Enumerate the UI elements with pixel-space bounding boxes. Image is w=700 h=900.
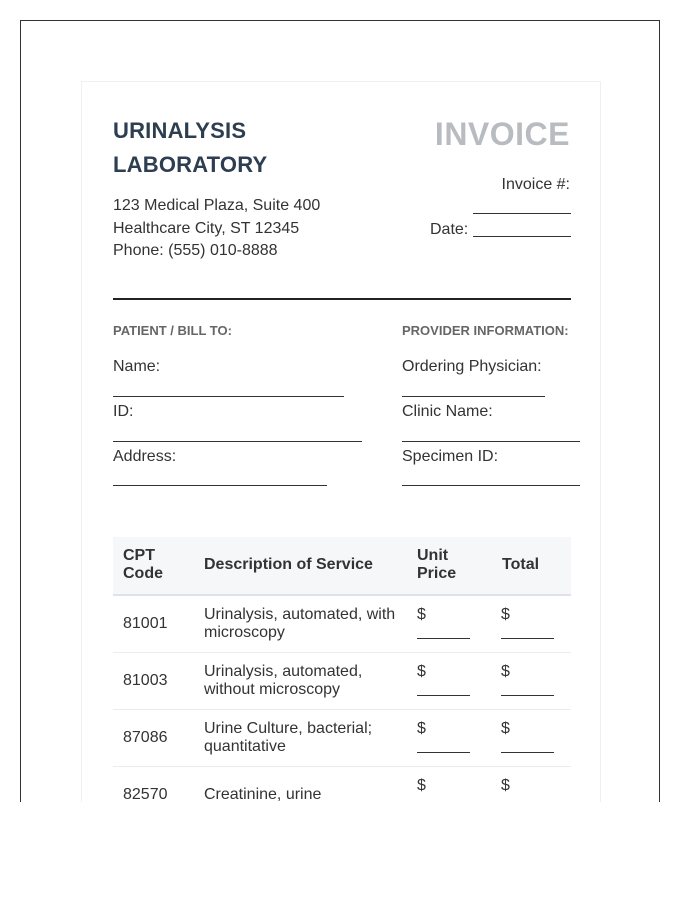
total-currency: $ — [501, 606, 510, 623]
provider-heading: PROVIDER INFORMATION: — [402, 323, 569, 338]
unit-price-currency: $ — [417, 606, 426, 623]
service-description-line1: Urinalysis, automated, — [204, 663, 363, 680]
total-currency: $ — [501, 720, 510, 737]
cpt-code: 81001 — [123, 615, 168, 632]
patient-address-blank[interactable] — [113, 485, 327, 486]
total-currency: $ — [501, 777, 510, 794]
address-line1: 123 Medical Plaza, Suite 400 — [113, 197, 321, 214]
service-description — [204, 786, 409, 802]
invoice-date-blank[interactable] — [473, 236, 571, 237]
header-unit-price — [417, 547, 456, 583]
clinic-name-label: Clinic Name: — [402, 403, 493, 420]
total-blank[interactable] — [501, 752, 554, 753]
header-cpt-code-line2: Code — [123, 565, 163, 582]
unit-price-blank[interactable] — [417, 638, 470, 639]
document-viewport — [20, 20, 660, 802]
unit-price-currency: $ — [417, 663, 426, 680]
total-blank[interactable] — [501, 695, 554, 696]
invoice-number-blank[interactable] — [473, 213, 571, 214]
header-divider — [113, 298, 571, 300]
unit-price-currency: $ — [417, 777, 426, 794]
cpt-code: 82570 — [123, 786, 168, 802]
ordering-physician-blank[interactable] — [402, 396, 545, 397]
address-line2: Healthcare City, ST 12345 — [113, 219, 300, 237]
laboratory-name — [113, 114, 353, 182]
patient-name-blank[interactable] — [113, 396, 344, 397]
header-unit-price-line1: Unit — [417, 547, 449, 564]
service-description-line2: microscopy — [204, 624, 285, 641]
bill-to-heading: PATIENT / BILL TO: — [113, 323, 232, 338]
unit-price-blank[interactable] — [417, 695, 470, 696]
service-description — [204, 720, 409, 756]
cpt-code: 81003 — [123, 672, 168, 689]
invoice-date-label: Date: — [430, 221, 469, 238]
specimen-id-blank[interactable] — [402, 485, 580, 486]
total-blank[interactable] — [501, 638, 554, 639]
patient-id-blank[interactable] — [113, 441, 362, 442]
unit-price-blank[interactable] — [417, 752, 470, 753]
total-currency: $ — [501, 663, 510, 680]
table-header-row — [113, 537, 571, 596]
invoice-number-label: Invoice #: — [501, 176, 570, 193]
header-cpt-code-line1: CPT — [123, 547, 155, 564]
service-description-line2: quantitative — [204, 738, 286, 755]
laboratory-name-line2: LABORATORY — [113, 152, 268, 177]
table-row — [113, 653, 571, 710]
header-unit-price-line2: Price — [417, 565, 457, 582]
clinic-name-blank[interactable] — [402, 441, 580, 442]
table-row — [113, 596, 571, 653]
service-description-line2: without microscopy — [204, 681, 341, 698]
specimen-id-label: Specimen ID: — [402, 448, 499, 465]
services-table — [113, 537, 571, 802]
patient-name-label: Name: — [113, 358, 161, 375]
invoice-page — [81, 81, 601, 802]
service-description-line1: Urinalysis, automated, with — [204, 606, 396, 623]
phone-number: Phone: (555) 010-8888 — [113, 242, 278, 259]
service-description — [204, 663, 409, 699]
ordering-physician-label: Ordering Physician: — [402, 358, 542, 375]
table-row — [113, 710, 571, 767]
unit-price-currency: $ — [417, 720, 426, 737]
service-description — [204, 606, 409, 642]
service-description-line1: Creatinine, urine — [204, 786, 322, 802]
laboratory-name-line1: URINALYSIS — [113, 118, 247, 143]
header-description: Description of Service — [204, 556, 373, 573]
header-cpt-code — [123, 547, 163, 583]
invoice-title: INVOICE — [434, 116, 570, 152]
table-row — [113, 767, 571, 802]
cpt-code: 87086 — [123, 729, 168, 746]
laboratory-address — [113, 195, 373, 263]
header-total: Total — [502, 556, 540, 573]
patient-address-label: Address: — [113, 448, 177, 465]
service-description-line1: Urine Culture, bacterial; — [204, 720, 373, 737]
patient-id-label: ID: — [113, 403, 134, 420]
